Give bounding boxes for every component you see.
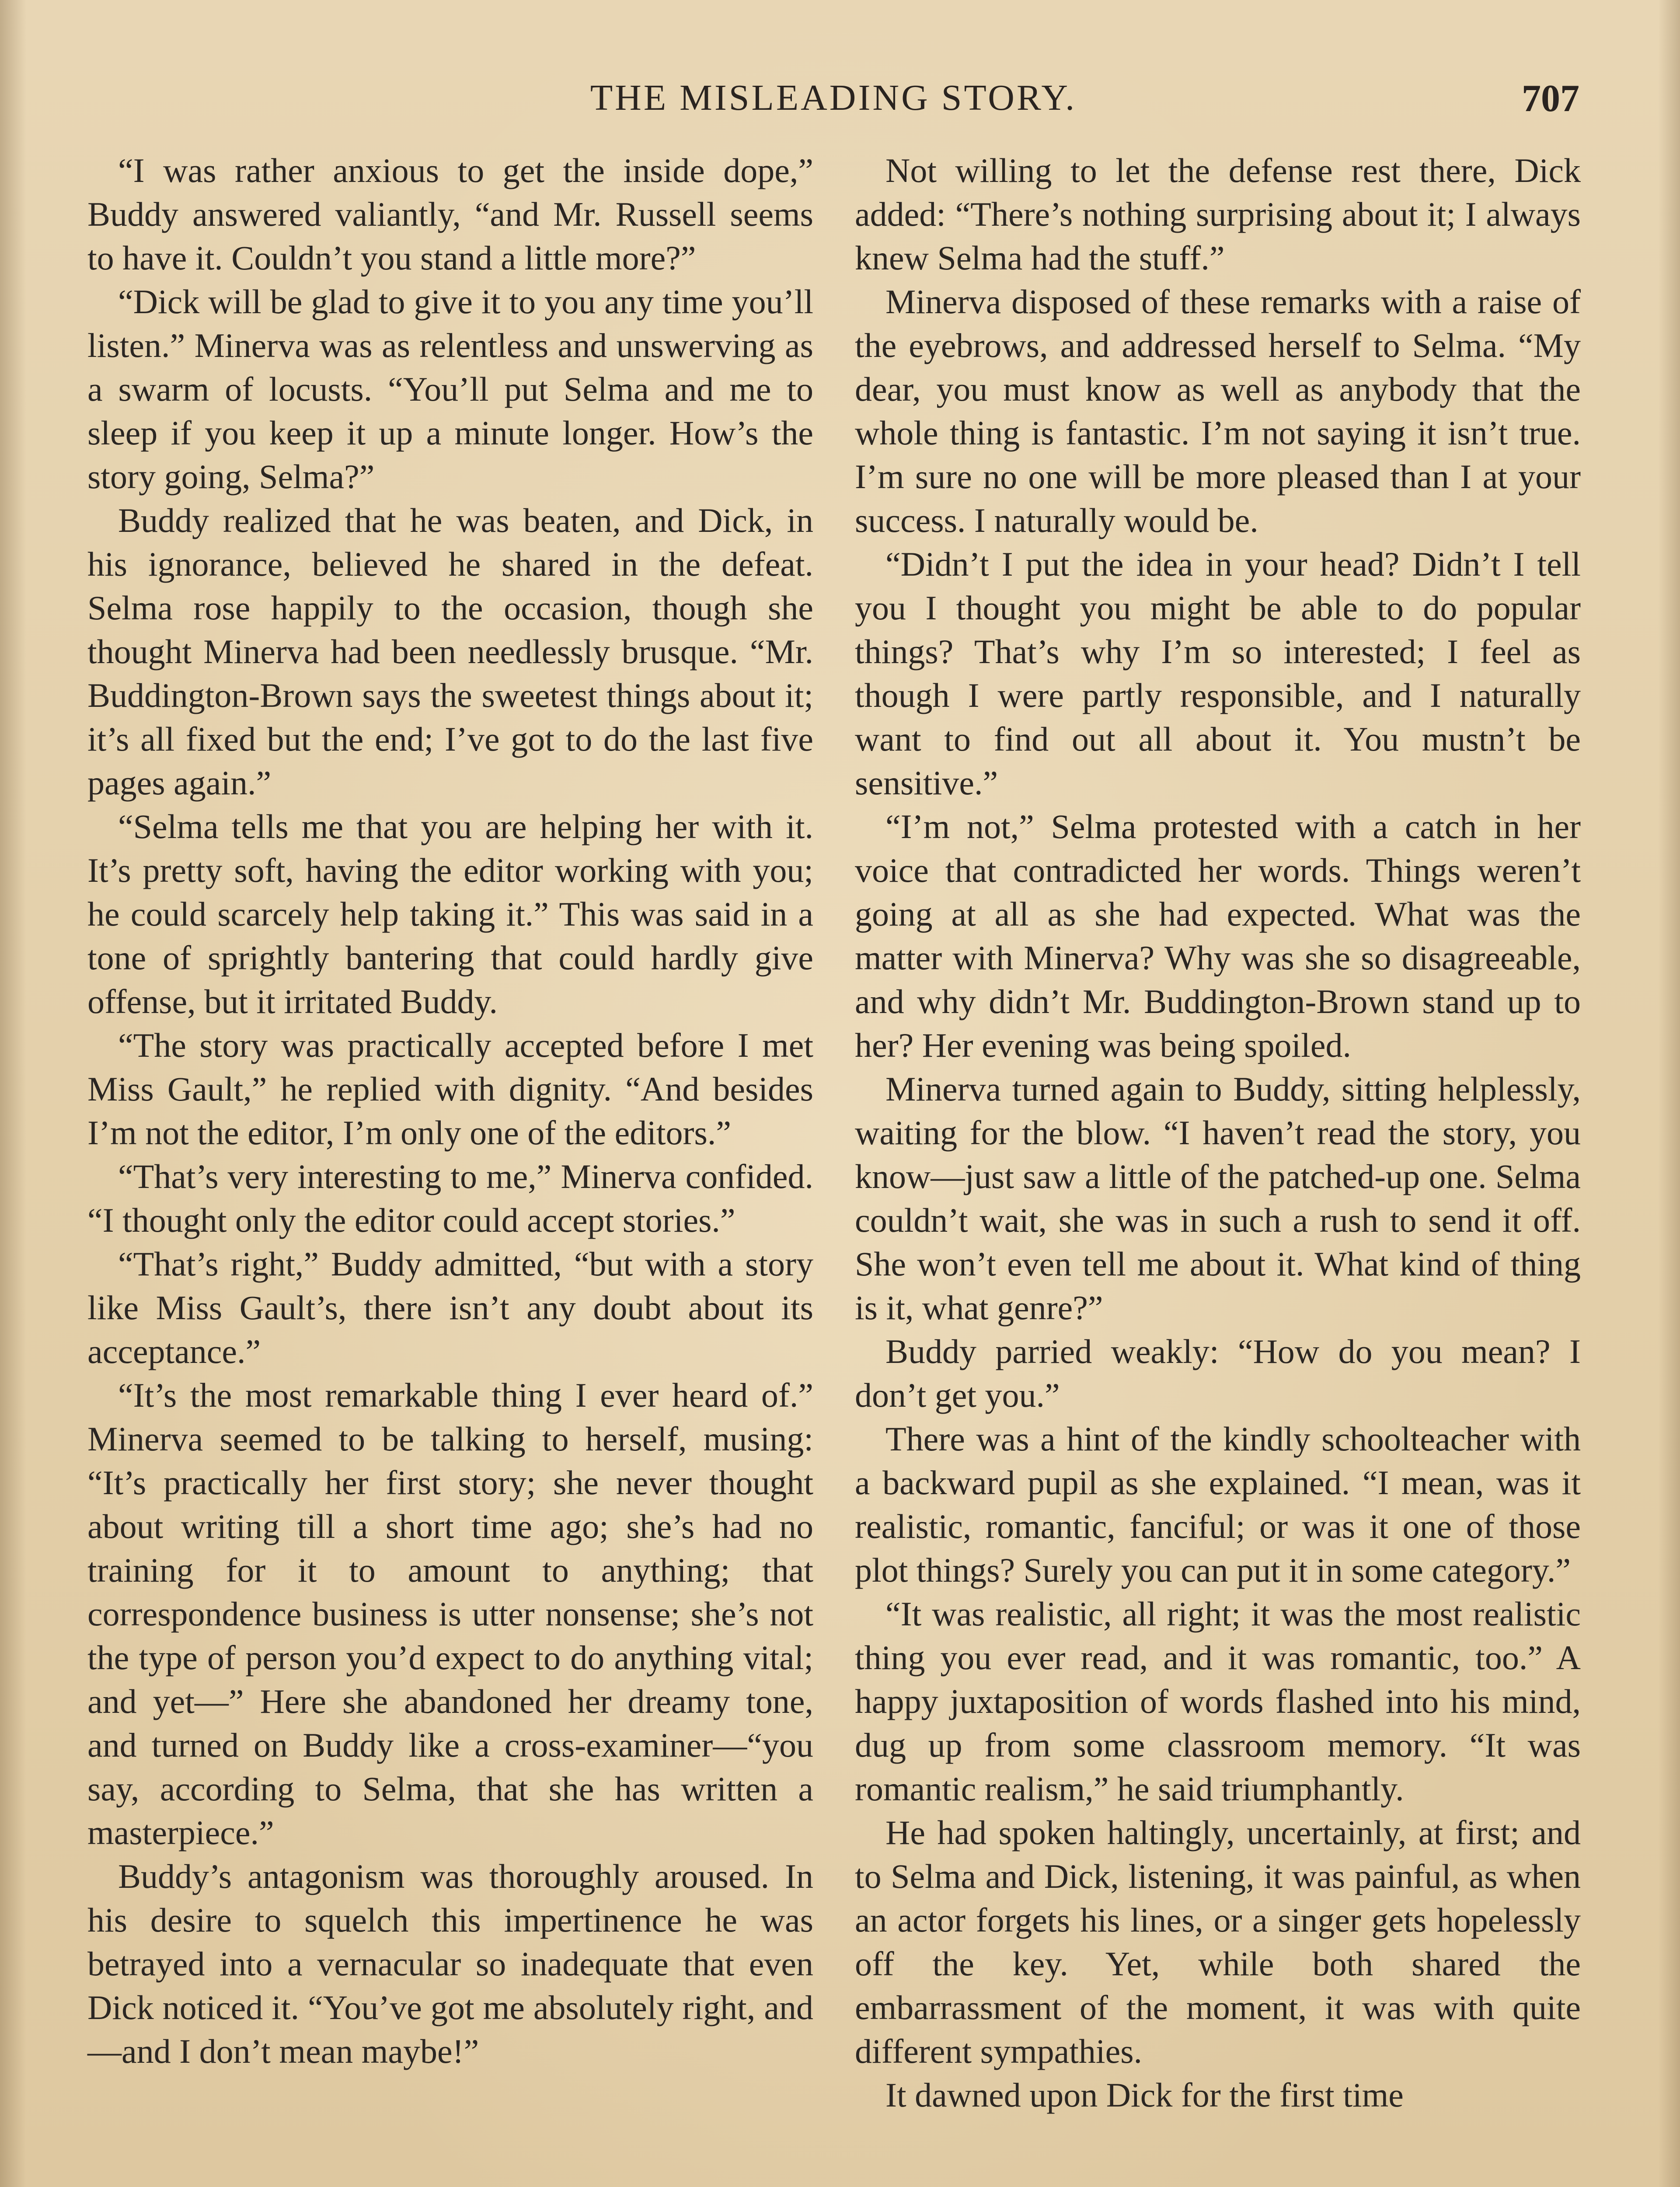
paragraph: It dawned upon Dick for the first time — [885, 2076, 1404, 2114]
paragraph: Minerva turned again to Buddy, sitting helplessly, waiting for the blow. “I haven’t read the story, you know—just saw a little of the patched-up one. Selma couldn’t wait, she was in such a rush to send it off. She won’t even tell me about it. What kind of thing is it, what genre?” — [855, 1070, 1581, 1327]
paragraph: “That’s very interesting to me,” Minerva confided. “I thought only the editor could accept stories.” — [87, 1157, 813, 1239]
paragraph: “The story was practically accepted before I met Miss Gault,” he replied with dignity. “And besides I’m not the editor, I’m only one of the editors.” — [87, 1026, 813, 1152]
paragraph: “It’s the most remarkable thing I ever heard of.” Minerva seemed to be talking to herself, musing: “It’s practically her first story; she never thought about writing till a short time ago; she’s had no training for it to amount to anything; that correspondence business is utter nonsense; she’s not the type of person you’d expect to do anything vital; and yet—” Here she abandoned her dreamy tone, and turned on Buddy like a cross-examiner—“you say, according to Selma, that she has written a masterpiece.” — [87, 1376, 813, 1852]
paragraph: “It was realistic, all right; it was the most realistic thing you ever read, and it was romantic, too.” A happy juxtaposition of words flashed into his mind, dug up from some classroom memory. “It was romantic realism,” he said triumphantly. — [855, 1595, 1581, 1808]
page-edge-shadow-left — [0, 0, 26, 2187]
paragraph: Buddy realized that he was beaten, and Dick, in his ignorance, believed he shared in the defeat. Selma rose happily to the occasion, though she thought Minerva had been needlessly brusque. “Mr. Buddington-Brown says the sweetest things about it; it’s all fixed but the end; I’ve got to do the last five pages again.” — [87, 501, 813, 802]
paragraph: Not willing to let the defense rest there, Dick added: “There’s nothing surprising about it; I always knew Selma had the stuff.” — [855, 151, 1581, 277]
paragraph: Buddy parried weakly: “How do you mean? I don’t get you.” — [855, 1332, 1581, 1414]
right-column — [855, 149, 1581, 2117]
page-header — [87, 77, 1579, 129]
left-column — [87, 149, 813, 2073]
paragraph: Minerva disposed of these remarks with a raise of the eyebrows, and addressed herself to Selma. “My dear, you must know as well as anybody that the whole thing is fantastic. I’m not saying it isn’t true. I’m sure no one will be more pleased than I at your success. I naturally would be. — [855, 283, 1581, 539]
paragraph: “I’m not,” Selma protested with a catch in her voice that contradicted her words. Things weren’t going at all as she had expected. What was the matter with Minerva? Why was she so disagreeable, and why didn’t Mr. Buddington-Brown stand up to her? Her evening was being spoiled. — [855, 807, 1581, 1064]
paragraph: “That’s right,” Buddy admitted, “but with a story like Miss Gault’s, there isn’t any doubt about its acceptance.” — [87, 1245, 813, 1370]
paragraph: He had spoken haltingly, uncertainly, at first; and to Selma and Dick, listening, it was painful, as when an actor forgets his lines, or a singer gets hopelessly off the key. Yet, while both shared the embarrassment of the moment, it was with quite different sympathies. — [855, 1813, 1581, 2070]
paragraph: “Selma tells me that you are helping her with it. It’s pretty soft, having the editor working with you; he could scarcely help taking it.” This was said in a tone of sprightly bantering that could hardly give offense, but it irritated Buddy. — [87, 807, 813, 1020]
paragraph: “Dick will be glad to give it to you any time you’ll listen.” Minerva was as relentless and unswerving as a swarm of locusts. “You’ll put Selma and me to sleep if you keep it up a minute longer. How’s the story going, Selma?” — [87, 283, 813, 496]
paragraph: “I was rather anxious to get the inside dope,” Buddy answered valiantly, “and Mr. Russell seems to have it. Couldn’t you stand a little more?” — [87, 151, 813, 277]
page-edge-shadow-right — [1658, 0, 1680, 2187]
running-head: THE MISLEADING STORY. — [590, 77, 1077, 118]
paragraph: “Didn’t I put the idea in your head? Didn’t I tell you I thought you might be able to do popular things? That’s why I’m so interested; I feel as though I were partly responsible, and I naturally want to find out all about it. You mustn’t be sensitive.” — [855, 545, 1581, 802]
page-number: 707 — [1522, 77, 1579, 120]
paragraph: There was a hint of the kindly schoolteacher with a backward pupil as she explained. “I mean, was it realistic, romantic, fanciful; or was it one of those plot things? Surely you can put it in some category.” — [855, 1420, 1581, 1589]
paragraph: Buddy’s antagonism was thoroughly aroused. In his desire to squelch this impertinence he was betrayed into a vernacular so inadequate that even Dick noticed it. “You’ve got me absolutely right, and —and I don’t mean maybe!” — [87, 1857, 813, 2070]
